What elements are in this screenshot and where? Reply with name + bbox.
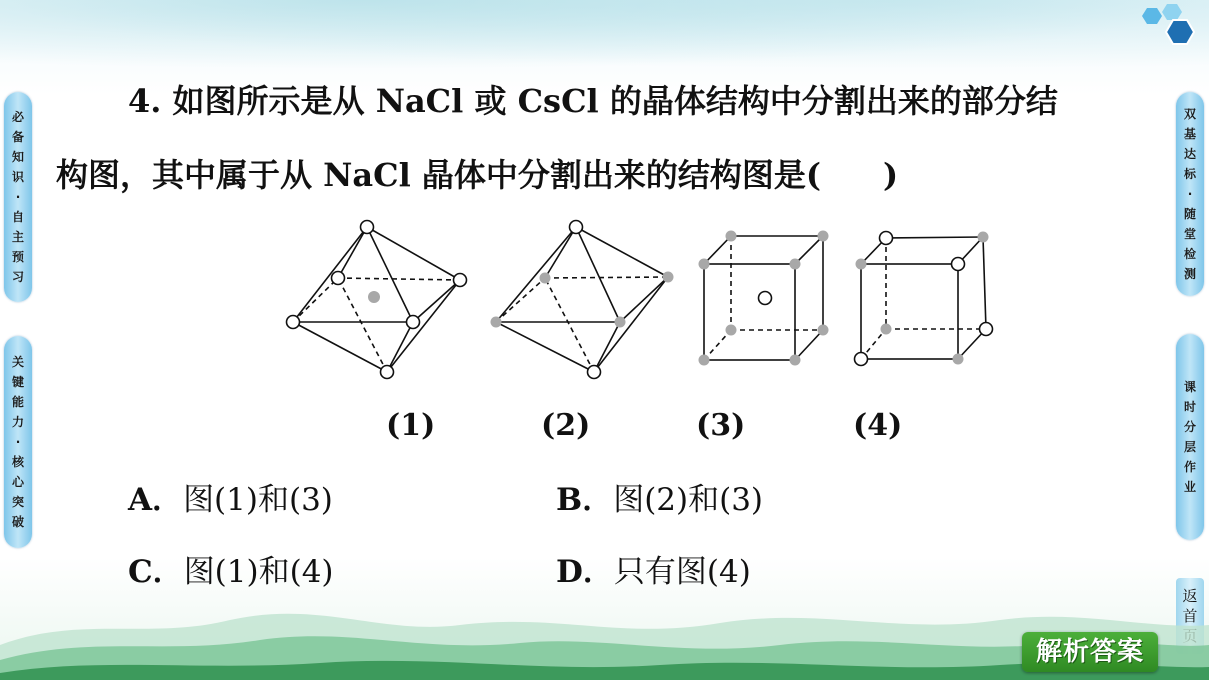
figure-label-3: (3) [696, 408, 746, 443]
figure-label-2: (2) [541, 408, 591, 443]
option-b-letter: B． [556, 482, 614, 518]
tab-label-char: 分 [1183, 420, 1196, 434]
nav-tab-homework[interactable] [1176, 334, 1204, 540]
option-c-letter: C． [128, 554, 184, 590]
tab-label-char: 键 [11, 375, 24, 389]
tab-label-char: 能 [11, 395, 24, 409]
question-line-1: 4. 如图所示是从 NaCl 或 CsCl 的晶体结构中分割出来的部分结 [128, 82, 1058, 120]
tab-label-char: 知 [11, 150, 24, 164]
back-home-char: 首 [1182, 607, 1198, 625]
tab-label-char: 预 [11, 250, 24, 264]
question-line-2-text: 构图，其中属于从 NaCl 晶体中分割出来的结构图是( [56, 156, 822, 194]
tab-label-char: 基 [1183, 127, 1196, 141]
tab-label-char: 时 [1183, 400, 1196, 414]
tab-label-char: 核 [11, 455, 24, 469]
question-line-2-close: ) [883, 156, 899, 194]
tab-label-char: · [1187, 187, 1193, 201]
tab-label-char: 心 [11, 475, 24, 489]
tab-label-char: 标 [1183, 167, 1196, 181]
option-d-letter: D． [556, 554, 614, 590]
question-line-2 [56, 138, 1166, 212]
view-answer-button[interactable]: 解析答案 [1022, 632, 1158, 672]
option-b-text: 图(2)和(3) [613, 482, 764, 518]
tab-label-char: 突 [11, 495, 24, 509]
option-a-letter: A． [128, 482, 184, 518]
question-stem [56, 64, 1166, 212]
option-c-text: 图(1)和(4) [183, 554, 334, 590]
back-home-char: 返 [1182, 587, 1198, 605]
figure-2-octahedron [496, 227, 668, 372]
tab-label-char: 达 [1183, 147, 1196, 161]
tab-label-char: 堂 [1183, 227, 1196, 241]
tab-label-char: 层 [1183, 440, 1196, 454]
tab-label-char: 力 [11, 415, 24, 429]
tab-label-char: 双 [1183, 107, 1196, 121]
nav-tab-key-abilities[interactable] [4, 336, 32, 548]
tab-label-char: 业 [1183, 480, 1196, 494]
tab-label-char: 自 [11, 210, 24, 224]
tab-label-char: · [15, 190, 21, 204]
option-a[interactable] [128, 474, 333, 519]
figure-label-4: (4) [853, 408, 903, 443]
tab-label-char: 作 [1183, 460, 1196, 474]
crystal-structure-figures [270, 205, 1010, 390]
tab-label-char: 识 [11, 170, 24, 184]
tab-label-char: 随 [1183, 207, 1196, 221]
nav-tab-essential-knowledge[interactable] [4, 92, 32, 302]
tab-label-char: 课 [1183, 380, 1196, 394]
tab-label-char: 测 [1183, 267, 1196, 281]
tab-label-char: 必 [11, 110, 24, 124]
option-b[interactable] [556, 474, 763, 519]
option-d-text: 只有图(4) [613, 554, 751, 590]
figure-label-1: (1) [386, 408, 436, 443]
tab-label-char: · [15, 435, 21, 449]
tab-label-char: 习 [11, 270, 24, 284]
nav-tab-classroom-test[interactable] [1176, 92, 1204, 296]
tab-label-char: 主 [11, 230, 24, 244]
figure-4-cube [861, 237, 986, 359]
header-decoration [0, 0, 1209, 70]
tab-label-char: 破 [11, 515, 24, 529]
tab-label-char: 关 [11, 355, 24, 369]
tab-label-char: 检 [1183, 247, 1196, 261]
hexagon-logo-icon [1133, 2, 1203, 46]
tab-label-char: 备 [11, 130, 24, 144]
option-a-text: 图(1)和(3) [183, 482, 333, 518]
